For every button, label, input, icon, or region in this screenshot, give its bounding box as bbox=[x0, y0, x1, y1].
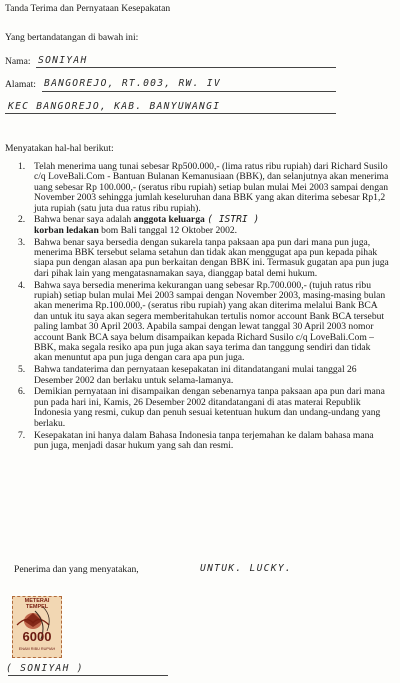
nama-underline bbox=[36, 67, 336, 68]
item-number: 2. bbox=[18, 214, 26, 226]
stamp-title: METERAI TEMPEL bbox=[24, 598, 50, 610]
item-text: Bahwa saya bersedia menerima kekurangan uang sebesar Rp.700.000,- (tujuh ratus ribu rupiah) setiap bulan mulai Mei 2003 sampai dengan November 2003, masing-masing bulan akan menerima Rp.100.000,- (seratus ribu rupiah) yang akan diterima melalui Bank BCA dan untuk itu saya akan segera memberitahukan tertulis nomor account Bank BCA tersebut paling lambat 30 April 2003. Apabila sampai dengan lewat tanggal 30 April 2003 nomor account Bank BCA saya belum disampaikan kepada Richard Susilo c/q LoveBali.Com – BBK, maka segala resiko apa pun juga akan saya terima dan tanggung sendiri dan tidak akan menuntut apa pun juga dengan cara apa pun juga. bbox=[34, 279, 386, 364]
statement-item-7 bbox=[18, 431, 390, 452]
alamat-underline-1 bbox=[42, 91, 336, 92]
item-text: Demikian pernyataan ini disampaikan dengan sebenarnya tanpa paksaan apa pun dari mana pun pada hari ini, Kamis, 26 Desember 2002 ditandatangani di atas materai Republik Indonesia yang resmi, cukup dan penuh sesuai ketentuan hukum dan undang-undang yang berlaku. bbox=[34, 386, 385, 429]
signature-name: ( SONIYAH ) bbox=[6, 663, 84, 674]
item-text: Bahwa tandaterima dan pernyataan kesepakatan ini ditandatangani mulai tanggal 26 Desember 2002 dan berlaku untuk selama-lamanya. bbox=[34, 364, 357, 386]
alamat-line2: KEC BANGOREJO, KAB. BANYUWANGI bbox=[8, 101, 221, 112]
item-bold-victim: korban ledakan bbox=[34, 224, 99, 236]
stamp-value: 6000 bbox=[22, 629, 52, 644]
item-text: Bahwa benar saya bersedia dengan sukarela tanpa paksaan apa pun dari mana pun juga, menerima BBK tersebut selama setahun dan tidak akan menggugat apa pun kepada pihak siapa pun dengan alasan apa pun berkaitan dengan BBK ini. Termasuk gugatan apa pun juga dari pihak lain yang mengatasnamakan saya, dianggap batal demi hukum. bbox=[34, 236, 389, 279]
statement-item-4 bbox=[18, 281, 390, 364]
statement-item-3 bbox=[18, 238, 390, 280]
item-number: 5. bbox=[18, 364, 26, 376]
alamat-line1: BANGOREJO, RT.003, RW. IV bbox=[44, 78, 221, 89]
nama-value: SONIYAH bbox=[38, 55, 88, 66]
item-number: 7. bbox=[18, 429, 26, 441]
closing-handwritten: UNTUK. LUCKY. bbox=[200, 563, 292, 574]
intro-text: Yang bertandatangan di bawah ini: bbox=[5, 32, 139, 43]
signature-underline bbox=[8, 675, 168, 676]
nama-label: Nama: bbox=[5, 56, 31, 67]
statement-item-2 bbox=[18, 215, 390, 236]
statement-item-1 bbox=[18, 162, 390, 214]
statement-item-6 bbox=[18, 387, 390, 429]
item-text: Kesepakatan ini hanya dalam Bahasa Indonesia tanpa terjemahan ke dalam bahasa mana pun juga, menjadi dasar hukum yang sah dan resmi. bbox=[34, 429, 374, 451]
handwritten-relation: ( ISTRI ) bbox=[207, 214, 260, 226]
item-number: 4. bbox=[18, 279, 26, 291]
declaration-heading: Menyatakan hal-hal berikut: bbox=[5, 143, 114, 154]
item-number: 3. bbox=[18, 236, 26, 248]
closing-text: Penerima dan yang menyatakan, bbox=[14, 564, 139, 575]
item-text-post: bom Bali tanggal 12 Oktober 2002. bbox=[98, 224, 238, 236]
stamp-subtitle: ENAM RIBU RUPIAH bbox=[18, 647, 56, 651]
item-bold-family: anggota keluarga bbox=[133, 214, 205, 226]
item-number: 6. bbox=[18, 386, 26, 398]
statement-list bbox=[18, 162, 390, 453]
revenue-stamp bbox=[12, 596, 62, 658]
alamat-underline-2 bbox=[5, 113, 336, 114]
alamat-label: Alamat: bbox=[5, 79, 36, 90]
document-title: Tanda Terima dan Pernyataan Kesepakatan bbox=[5, 3, 171, 14]
item-number: 1. bbox=[18, 161, 26, 172]
statement-item-5 bbox=[18, 365, 390, 386]
item-text-pre: Bahwa benar saya adalah bbox=[34, 214, 134, 226]
item-text: Telah menerima uang tunai sebesar Rp500.000,- (lima ratus ribu rupiah) dari Richard Susilo c/q LoveBali.Com - Bantuan Bulanan Kemanusiaan (BBK), dan selanjutnya akan menerima uang sebesar Rp 100.000,- (seratus ribu rupiah) setiap bulan mulai Mei 2003 sampai dengan November 2003 sehingga jumlah keseluruhan dana BBK yang akan diterima sebesar Rp1,2 juta rupiah (satu juta dua ratus ribu rupiah). bbox=[34, 161, 389, 214]
